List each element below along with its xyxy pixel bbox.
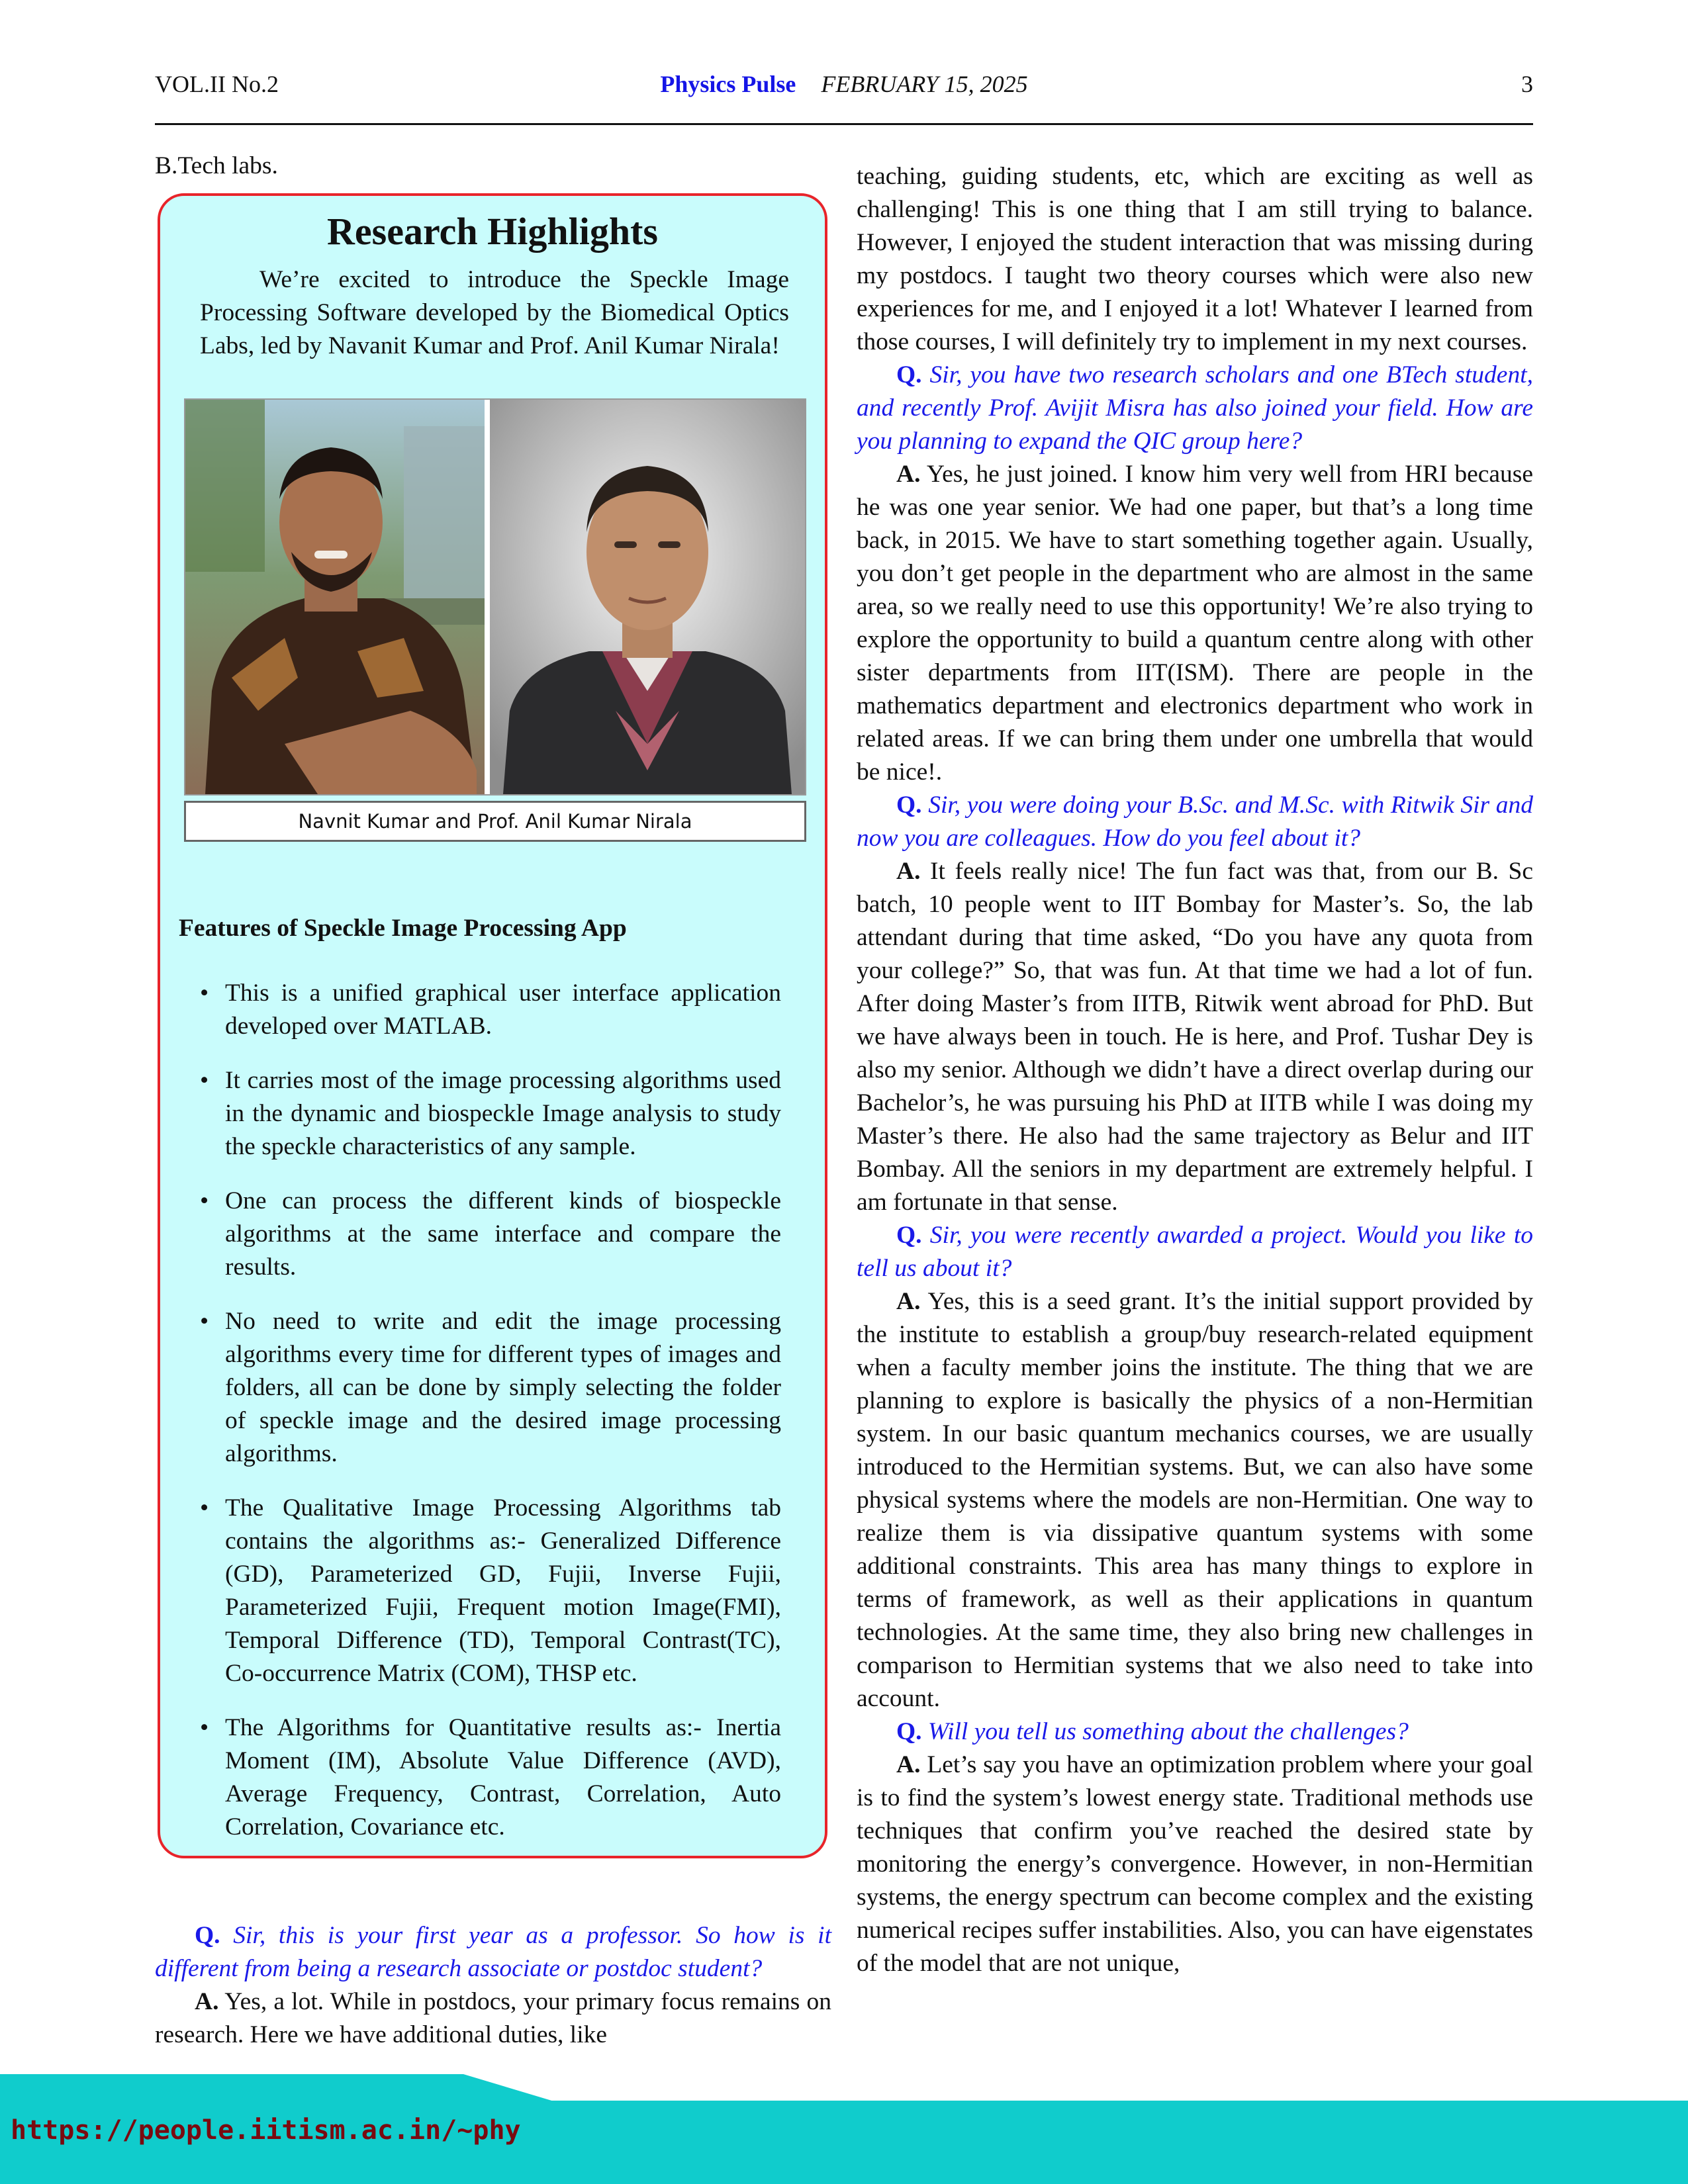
- bullet-icon: •: [200, 1714, 209, 1741]
- bullet-icon: •: [200, 1494, 209, 1522]
- page-header: [155, 66, 1533, 103]
- page-number: 3: [1521, 71, 1533, 97]
- answer-2: A. Yes, he just joined. I know him very well from HRI because he was one year senior. We had one paper, but that’s a long time back, in 2015. We have to start something together again. Usually, you don’t get people in the department who are almost in the same area, so we really need to use this opportunity! We’re also trying to explore the opportunity to build a quantum centre along with other sister departments from IIT(ISM). There are people in the mathematics department and electronics department who work in related areas. If we can bring them under one umbrella that would be nice!.: [857, 461, 1533, 786]
- left-column-top: [155, 150, 831, 183]
- list-item: • The Qualitative Image Processing Algorithms tab contains the algorithms as:- Generalized Difference (GD), Parameterized GD, Fujii, Inverse Fujii, Parameterized Fujii, Frequent motion Image(FMI), Temporal Difference (TD), Temporal Contrast(TC), Co-occurrence Matrix (COM), THSP etc.: [225, 1492, 781, 1690]
- question-1: Q. Sir, this is your first year as a professor. So how is it different from being a research associate or postdoc student?: [155, 1922, 831, 1982]
- list-item: • This is a unified graphical user interface application developed over MATLAB.: [225, 977, 781, 1043]
- footer-url-link[interactable]: https://people.iitism.ac.in/~phy: [11, 2115, 521, 2146]
- answer-1: A. Yes, a lot. While in postdocs, your primary focus remains on research. Here we have additional duties, like: [155, 1988, 832, 2048]
- answer-3: A. It feels really nice! The fun fact was that, from our B. Sc batch, 10 people went to IIT Bombay for Master’s. So, the lab attendant during that time asked, “Do you have any quota from your college?” So, that was fun. At that time we had a lot of fun. After doing Master’s from IITB, Ritwik went abroad for PhD. But we have always been in touch. He is here, and Prof. Tushar Dey is also my senior. Although we didn’t have a direct overlap during our Bachelor’s, he was pursuing his PhD at IITB while I was doing my Master’s there. He also had the same trajectory as Belur and IIT Bombay. All the seniors in my department are extremely helpful. I am fortunate in that sense.: [857, 858, 1533, 1216]
- research-highlights-box: [158, 193, 827, 1858]
- box-title: Research Highlights: [327, 210, 658, 253]
- answer-1-continued: teaching, guiding students, etc, which are exciting as well as challenging! This is one thing that I am still trying to balance. However, I enjoyed the student interaction that was missing during my postdocs. I taught two theory courses which were also new experiences for me, and I enjoyed it a lot! Whatever I learned from those courses, I will definitely try to implement in my next courses.: [857, 163, 1533, 355]
- question-4: Q. Sir, you were recently awarded a project. Would you like to tell us about it?: [857, 1222, 1533, 1282]
- photo-anil-kumar-nirala: [490, 400, 805, 794]
- list-item: • It carries most of the image processing algorithms used in the dynamic and biospeckle Image analysis to study the speckle characteristics of any sample.: [225, 1064, 781, 1163]
- list-item: • No need to write and edit the image processing algorithms every time for different types of images and folders, all can be done by simply selecting the folder of speckle image and the desired image processing algorithms.: [225, 1305, 781, 1471]
- photo-frame: [184, 398, 806, 796]
- list-item: • One can process the different kinds of biospeckle algorithms at the same interface and compare the results.: [225, 1185, 781, 1284]
- right-column-interview: [857, 160, 1533, 1980]
- question-3: Q. Sir, you were doing your B.Sc. and M.Sc. with Ritwik Sir and now you are colleagues. How do you feel about it?: [857, 792, 1534, 852]
- bullet-icon: •: [200, 979, 209, 1007]
- newsletter-title: Physics Pulse: [660, 71, 796, 97]
- answer-4: A. Yes, this is a seed grant. It’s the initial support provided by the institute to establish a group/buy research-related equipment when a faculty member joins the institute. The thing that we are planning to explore is basically the physics of a non-Hermitian system. In our basic quantum mechanics courses, we are usually introduced to the Hermitian systems. But, we can also have some physical systems where the models are non-Hermitian. One way to realize them is via dissipative quantum systems with some additional constraints. This area has many things to explore in terms of framework, as well as their applications in quantum technologies. At the same time, they also bring new challenges in comparison to Hermitian systems that we also need to take into account.: [857, 1288, 1534, 1712]
- bullet-icon: •: [200, 1187, 209, 1214]
- answer-5: A. Let’s say you have an optimization problem where your goal is to find the system’s lowest energy state. Traditional methods use techniques that confirm you’ve reached the desired state by monitoring the energy’s convergence. However, in non-Hermitian systems, the energy spectrum can become complex and the existing numerical recipes suffer instabilities. Also, you can have eigenstates of the model that are not unique,: [857, 1751, 1533, 1977]
- masthead: [155, 70, 1533, 98]
- header-divider: [155, 123, 1533, 125]
- continued-text: B.Tech labs.: [155, 152, 278, 179]
- issue-date: FEBRUARY 15, 2025: [821, 71, 1028, 97]
- left-column-interview: [155, 1919, 831, 2052]
- bullet-icon: •: [200, 1067, 209, 1094]
- photo-caption: Navnit Kumar and Prof. Anil Kumar Nirala: [184, 801, 806, 842]
- bullet-icon: •: [200, 1308, 209, 1335]
- photo-navnit-kumar: [185, 400, 485, 794]
- volume-label: VOL.II No.2: [155, 71, 279, 97]
- list-item: • The Algorithms for Quantitative results as:- Inertia Moment (IM), Absolute Value Difference (AVD), Average Frequency, Contrast, Correlation, Auto Correlation, Covariance etc.: [225, 1711, 781, 1844]
- features-list: [200, 977, 781, 1865]
- box-intro: We’re excited to introduce the Speckle Image Processing Software developed by the Biomedical Optics Labs, led by Navanit Kumar and Prof. Anil Kumar Nirala!: [200, 266, 789, 359]
- question-5: Q. Will you tell us something about the challenges?: [896, 1718, 1409, 1745]
- question-2: Q. Sir, you have two research scholars and one BTech student, and recently Prof. Avijit Misra has also joined your field. How are you planning to expand the QIC group here?: [857, 361, 1533, 455]
- features-heading: Features of Speckle Image Processing App: [179, 915, 627, 942]
